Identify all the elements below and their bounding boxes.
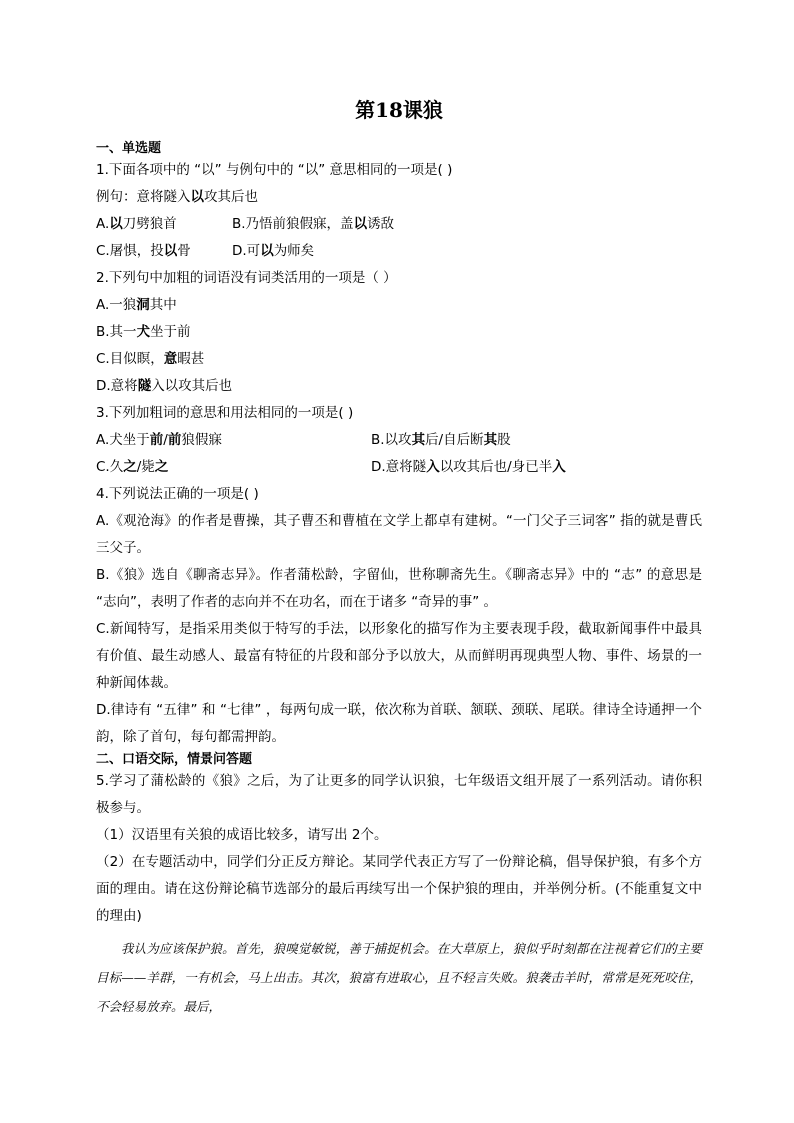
option-c bbox=[96, 454, 371, 481]
option-bold-word: 其 bbox=[411, 432, 426, 448]
option-d-text: D.可 bbox=[232, 243, 261, 259]
option-text-mid: 后/自后断 bbox=[425, 432, 484, 448]
option-text: B.以攻 bbox=[371, 432, 412, 448]
question-3-options-row-2 bbox=[96, 454, 702, 481]
question-2 bbox=[96, 265, 702, 400]
option-d-text-end: 为师矣 bbox=[273, 243, 315, 259]
option-text-end: 其中 bbox=[149, 297, 177, 313]
page-title: 第18课狼 bbox=[355, 98, 443, 122]
option-text-end: 入以攻其后也 bbox=[151, 378, 233, 394]
option-text-mid: 以攻其后也/身已半 bbox=[439, 459, 553, 475]
question-2-option-c bbox=[96, 346, 702, 373]
option-c-bold: 以 bbox=[163, 243, 178, 259]
question-5-part-2: （2）在专题活动中，同学们分正反方辩论。某同学代表正方写了一份辩论稿，倡导保护狼，有多个方面的理由。请在这份辩论稿节选部分的最后再续写出一个保护狼的理由，并举例分析。(不能重复文中的理由) bbox=[96, 854, 702, 924]
option-bold-word: 犬 bbox=[136, 324, 151, 340]
question-5 bbox=[96, 768, 702, 1021]
question-1 bbox=[96, 157, 702, 265]
option-text-mid: / bbox=[163, 432, 168, 448]
question-3 bbox=[96, 400, 702, 481]
option-a-bold: 以 bbox=[109, 216, 123, 232]
example-text-end: 攻其后也 bbox=[204, 189, 258, 205]
option-b-text-end: 诱敌 bbox=[367, 216, 395, 232]
option-bold-word-2: 其 bbox=[483, 432, 498, 448]
question-1-example bbox=[96, 184, 702, 211]
option-d-bold: 以 bbox=[260, 243, 274, 259]
question-3-stem: 3.下列加粗词的意思和用法相同的一项是( ) bbox=[96, 405, 354, 421]
option-d bbox=[232, 238, 314, 265]
option-text: C.久 bbox=[96, 459, 124, 475]
question-3-options-row-1 bbox=[96, 427, 702, 454]
option-bold-word-2: 前 bbox=[167, 432, 182, 448]
option-a bbox=[96, 211, 232, 238]
question-4-option-a: A.《观沧海》的作者是曹操，其子曹丕和曹植在文学上都卓有建树。“一门父子三词客” 指的就是曹氏三父子。 bbox=[96, 513, 702, 556]
option-text: B.其一 bbox=[96, 324, 137, 340]
option-text: C.目似瞑， bbox=[96, 351, 164, 367]
option-bold-word-2: 入 bbox=[552, 459, 566, 475]
option-b-text: B.乃悟前狼假寐，盖 bbox=[232, 216, 354, 232]
option-text: D.意将隧 bbox=[371, 459, 427, 475]
option-bold-word: 意 bbox=[163, 351, 178, 367]
option-text: A.一狼 bbox=[96, 297, 137, 313]
question-4 bbox=[96, 481, 702, 751]
option-text: D.意将 bbox=[96, 378, 138, 394]
question-4-stem: 4.下列说法正确的一项是( ) bbox=[96, 486, 259, 502]
section-heading-single-choice: 一、单选题 bbox=[96, 141, 162, 156]
option-text-end: 狼假寐 bbox=[181, 432, 222, 448]
option-text-end: 坐于前 bbox=[150, 324, 191, 340]
question-2-option-b bbox=[96, 319, 702, 346]
question-1-options-row-2 bbox=[96, 238, 702, 265]
option-c-text: C.屠惧，投 bbox=[96, 243, 164, 259]
question-4-option-c: C.新闻特写，是指采用类似于特写的手法，以形象化的描写作为主要表现手段，截取新闻事件中最具有价值、最生动感人、最富有特征的片段和部分予以放大，从而鲜明再现典型人物、事件、场景的一种新闻体裁。 bbox=[96, 621, 702, 691]
option-bold-word-2: 之 bbox=[154, 459, 169, 475]
option-a bbox=[96, 427, 371, 454]
option-text-end: 暇甚 bbox=[177, 351, 205, 367]
debate-essay-excerpt: 我认为应该保护狼。首先，狼嗅觉敏锐，善于捕捉机会。在大草原上，狼似乎时刻都在注视着它们的主要目标——羊群，一有机会，马上出击。其次，狼富有进取心，且不轻言失败。狼袭击羊时，常常是死死咬住，不会轻易放弃。最后， bbox=[96, 941, 702, 1014]
question-4-option-d: D.律诗有 “五律” 和 “七律” ，每两句成一联，依次称为首联、颔联、颈联、尾联。律诗全诗通押一个韵，除了首句，每句都需押韵。 bbox=[96, 702, 702, 745]
option-a-text: 刀劈狼首 bbox=[122, 216, 177, 232]
option-c bbox=[96, 238, 232, 265]
option-b-bold: 以 bbox=[353, 216, 368, 232]
option-text-end: 股 bbox=[497, 432, 511, 448]
example-bold-word: 以 bbox=[190, 189, 204, 205]
question-5-stem: 5.学习了蒲松龄的《狼》之后，为了让更多的同学认识狼，七年级语文组开展了一系列活动。请你积极参与。 bbox=[96, 773, 702, 816]
option-text-mid: /毙 bbox=[136, 459, 155, 475]
option-b bbox=[232, 211, 394, 238]
option-d bbox=[371, 454, 566, 481]
document-page bbox=[96, 96, 702, 1021]
option-a-label: A. bbox=[96, 216, 110, 232]
question-1-options-row-1 bbox=[96, 211, 702, 238]
option-bold-word: 入 bbox=[426, 459, 440, 475]
question-2-option-a bbox=[96, 292, 702, 319]
section-heading-oral: 二、口语交际，情景问答题 bbox=[96, 752, 253, 767]
question-4-option-b: B.《狼》选自《聊斋志异》。作者蒲松龄，字留仙，世称聊斋先生。《聊斋志异》中的 “志” 的意思是 “志向”，表明了作者的志向并不在功名，而在于诸多 “奇异的事” 。 bbox=[96, 567, 702, 610]
question-1-stem: 1.下面各项中的 “以” 与例句中的 “以” 意思相同的一项是( ) bbox=[96, 162, 453, 178]
question-2-stem: 2.下列句中加粗的词语没有词类活用的一项是（ ） bbox=[96, 270, 397, 286]
question-2-option-d bbox=[96, 373, 702, 400]
option-bold-word: 之 bbox=[123, 459, 137, 475]
option-bold-word: 洞 bbox=[136, 297, 150, 313]
option-c-text-end: 骨 bbox=[177, 243, 191, 259]
option-bold-word: 隧 bbox=[137, 378, 152, 394]
option-text: A.犬坐于 bbox=[96, 432, 150, 448]
question-5-part-1: （1）汉语里有关狼的成语比较多，请写出 2个。 bbox=[96, 827, 388, 843]
option-bold-word: 前 bbox=[149, 432, 164, 448]
option-b bbox=[371, 427, 511, 454]
example-text: 例句：意将隧入 bbox=[96, 189, 191, 205]
